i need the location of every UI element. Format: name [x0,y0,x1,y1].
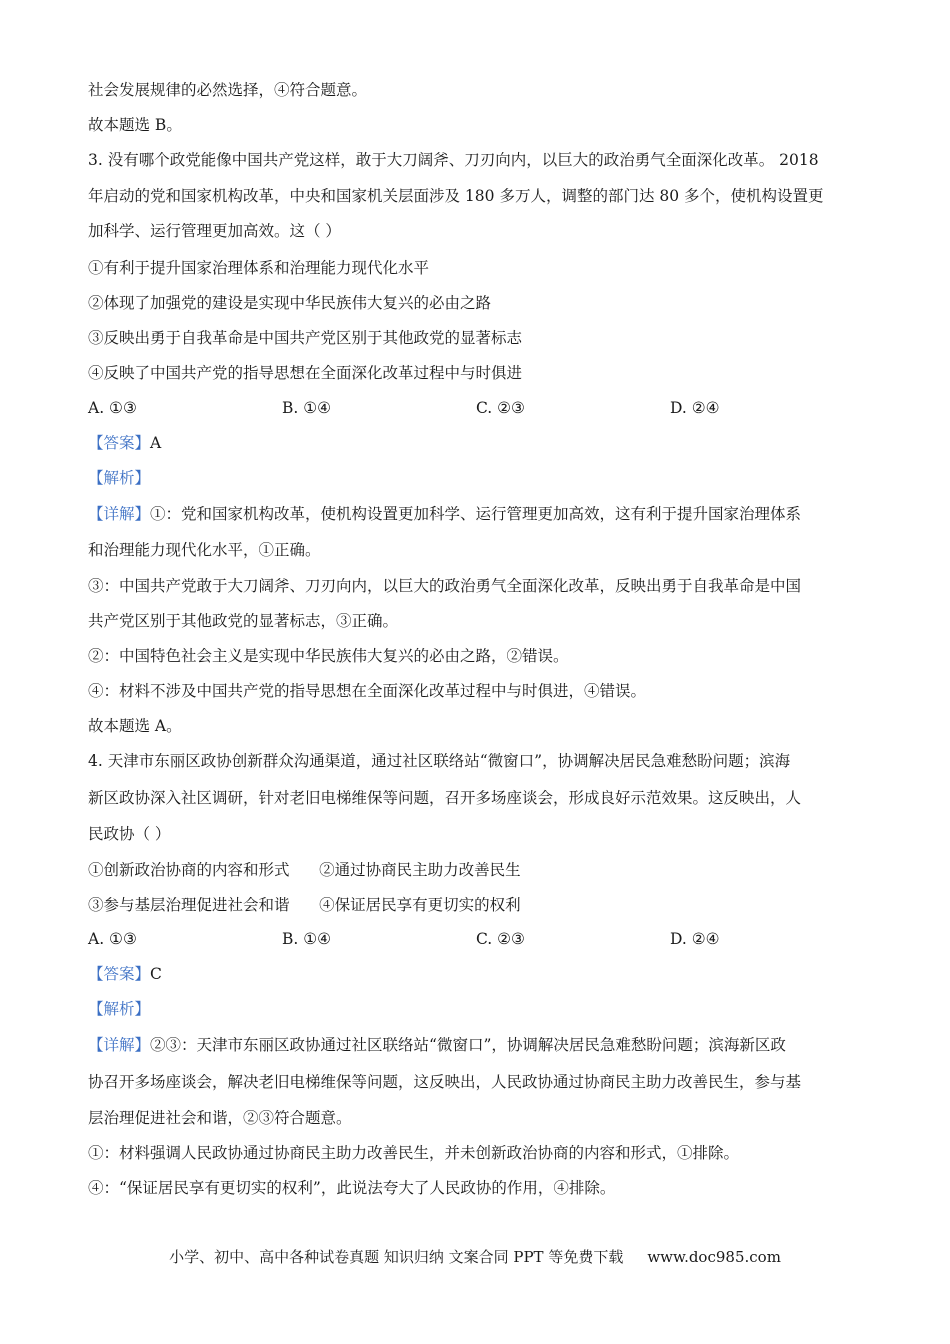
q3-detail-tag: 【详解】 [88,505,151,523]
q3-stem-line-3: 加科学、运行管理更加高效。这（ ） [88,222,341,240]
q4-detail-line-2: 协召开多场座谈会，解决老旧电梯维保等问题，这反映出，人民政协通过协商民主助力改善民生，参与基 [88,1073,802,1091]
q4-stem-line-1: 4. 天津市东丽区政协创新群众沟通渠道，通过社区联络站“微窗口”，协调解决居民急难愁盼问题；滨海 [88,752,791,770]
q4-detail-tag: 【详解】 [88,1036,151,1054]
q3-answer-value: A [150,434,162,452]
q4-detail-text: ②③：天津市东丽区政协通过社区联络站“微窗口”，协调解决居民急难愁盼问题；滨海新区政 [150,1036,786,1054]
q4-option-b: B. ①④ [282,930,332,948]
q3-statement-4: ④反映了中国共产党的指导思想在全面深化改革过程中与时俱进 [88,364,523,382]
q3-option-b: B. ①④ [282,399,332,417]
q4-statements-row-2: ③参与基层治理促进社会和谐 ④保证居民享有更切实的权利 [88,896,521,914]
q4-option-a: A. ①③ [88,930,137,948]
q3-detail-text: ①：党和国家机构改革，使机构设置更加科学、运行管理更加高效，这有利于提升国家治理体系 [150,505,802,523]
previous-conclusion: 故本题选 B。 [88,116,182,134]
q4-detail-line-4: ①：材料强调人民政协通过协商民主助力改善民生，并未创新政治协商的内容和形式，①排除。 [88,1144,740,1162]
q3-analysis-tag: 【解析】 [88,469,151,487]
q3-detail-line-6: ④：材料不涉及中国共产党的指导思想在全面深化改革过程中与时俱进，④错误。 [88,682,647,700]
q4-answer-value: C [150,965,162,983]
footer-text: 小学、初中、高中各种试卷真题 知识归纳 文案合同 PPT 等免费下载 [169,1248,624,1266]
q3-detail-line-5: ②：中国特色社会主义是实现中华民族伟大复兴的必由之路，②错误。 [88,647,569,665]
footer-url[interactable]: www.doc985.com [647,1248,781,1266]
q4-answer [88,964,868,984]
q3-stem-line-1: 3. 没有哪个政党能像中国共产党这样，敢于大刀阔斧、刀刃向内，以巨大的政治勇气全面深化改革。 2018 [88,151,819,169]
q4-detail-line-1 [88,1035,868,1055]
q3-answer [88,433,868,453]
q4-stem-line-3: 民政协（ ） [88,825,171,843]
q3-detail-line-4: 共产党区别于其他政党的显著标志，③正确。 [88,612,399,630]
q4-analysis-tag: 【解析】 [88,1000,151,1018]
q3-statement-1: ①有利于提升国家治理体系和治理能力现代化水平 [88,259,430,277]
previous-answer-tail: 社会发展规律的必然选择，④符合题意。 [88,81,368,99]
q3-option-c: C. ②③ [476,399,525,417]
q3-option-a: A. ①③ [88,399,137,417]
q3-conclusion: 故本题选 A。 [88,717,182,735]
page-footer [0,1246,950,1267]
q3-stem-line-2: 年启动的党和国家机构改革，中央和国家机关层面涉及 180 多万人，调整的部门达 80 多个，使机构设置更 [88,187,824,205]
q3-statement-2: ②体现了加强党的建设是实现中华民族伟大复兴的必由之路 [88,294,492,312]
q4-detail-line-5: ④：“保证居民享有更切实的权利”，此说法夸大了人民政协的作用，④排除。 [88,1179,616,1197]
q4-option-d: D. ②④ [670,930,720,948]
q4-detail-line-3: 层治理促进社会和谐，②③符合题意。 [88,1109,352,1127]
q3-option-d: D. ②④ [670,399,720,417]
q3-detail-line-3: ③：中国共产党敢于大刀阔斧、刀刃向内，以巨大的政治勇气全面深化改革，反映出勇于自我革命是中国 [88,577,802,595]
q4-answer-tag: 【答案】 [88,965,151,983]
q3-detail-line-2: 和治理能力现代化水平，①正确。 [88,541,321,559]
q3-detail-line-1 [88,504,868,524]
q3-statement-3: ③反映出勇于自我革命是中国共产党区别于其他政党的显著标志 [88,329,523,347]
q3-answer-tag: 【答案】 [88,434,151,452]
q4-statements-row-1: ①创新政治协商的内容和形式 ②通过协商民主助力改善民生 [88,861,521,879]
q4-option-c: C. ②③ [476,930,525,948]
q4-stem-line-2: 新区政协深入社区调研，针对老旧电梯维保等问题，召开多场座谈会，形成良好示范效果。这反映出，人 [88,789,802,807]
